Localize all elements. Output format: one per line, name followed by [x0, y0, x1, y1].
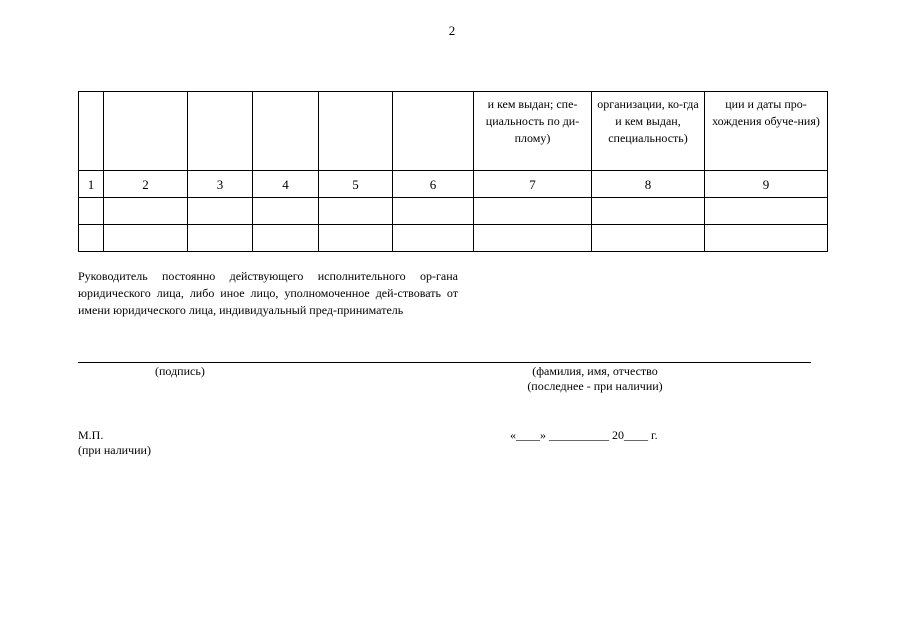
- column-number: 7: [474, 171, 592, 198]
- table-cell: [188, 198, 253, 225]
- table-cell: [253, 198, 319, 225]
- header-cell-3: [188, 92, 253, 171]
- table-cell: [705, 198, 828, 225]
- column-number: 1: [79, 171, 104, 198]
- date-line: «____» __________ 20____ г.: [510, 428, 658, 442]
- table-cell: [393, 198, 474, 225]
- table-cell: [104, 198, 188, 225]
- header-cell-8: организации, ко-гда и кем выдан, специальность): [592, 92, 705, 171]
- table-cell: [253, 225, 319, 252]
- table-cell: [188, 225, 253, 252]
- table-row: [79, 198, 828, 225]
- stamp-label: М.П.: [78, 428, 104, 442]
- table-cell: [319, 225, 393, 252]
- table-cell: [104, 225, 188, 252]
- column-number-row: [79, 171, 828, 198]
- table-cell: [474, 198, 592, 225]
- header-cell-6: [393, 92, 474, 171]
- full-name-label-line-2: (последнее - при наличии): [527, 379, 663, 393]
- stamp-block: [78, 428, 151, 458]
- header-cell-7: и кем выдан; спе-циальность по ди-плому): [474, 92, 592, 171]
- table-header-row: [79, 92, 828, 171]
- column-number: 8: [592, 171, 705, 198]
- header-cell-1: [79, 92, 104, 171]
- stamp-note: (при наличии): [78, 443, 151, 457]
- table-cell: [592, 198, 705, 225]
- table-cell: [393, 225, 474, 252]
- table-cell: [474, 225, 592, 252]
- table-cell: [705, 225, 828, 252]
- column-number: 2: [104, 171, 188, 198]
- signer-caption: Руководитель постоянно действующего исполнительного ор-гана юридического лица, либо иное лицо, уполномоченное дей-ствовать от имени юридического лица, индивидуальный пред-приниматель: [78, 269, 458, 317]
- column-number: 6: [393, 171, 474, 198]
- header-cell-5: [319, 92, 393, 171]
- signature-line: [78, 362, 811, 363]
- table-row: [79, 225, 828, 252]
- table-cell: [79, 198, 104, 225]
- table-cell: [592, 225, 705, 252]
- header-cell-9: ции и даты про-хождения обуче-ния): [705, 92, 828, 171]
- table-cell: [319, 198, 393, 225]
- full-name-label-line-1: (фамилия, имя, отчество: [532, 364, 658, 378]
- table-cell: [79, 225, 104, 252]
- data-table: [78, 91, 828, 252]
- page-number: 2: [448, 23, 456, 38]
- column-number: 4: [253, 171, 319, 198]
- header-cell-2: [104, 92, 188, 171]
- full-name-label: [510, 364, 680, 394]
- column-number: 3: [188, 171, 253, 198]
- header-cell-4: [253, 92, 319, 171]
- column-number: 9: [705, 171, 828, 198]
- signature-label: (подпись): [155, 364, 205, 378]
- column-number: 5: [319, 171, 393, 198]
